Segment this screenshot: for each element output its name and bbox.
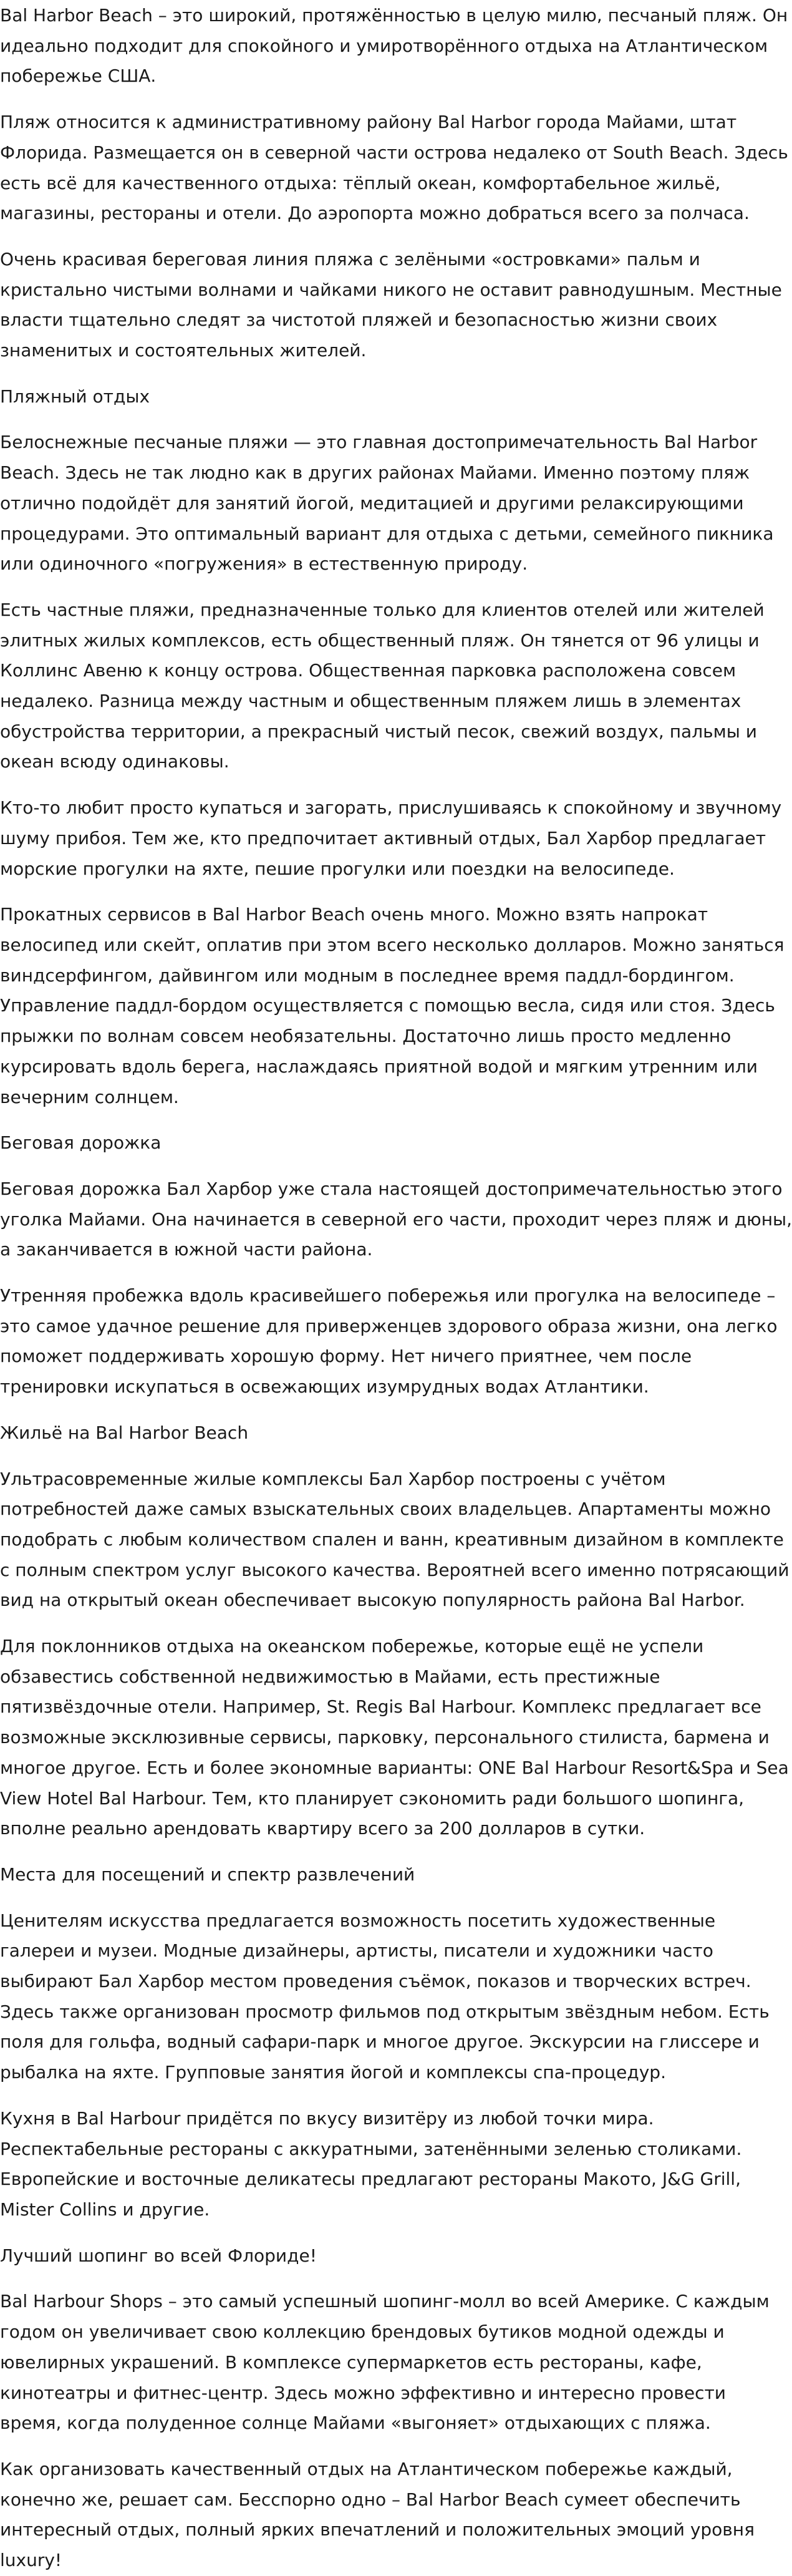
section-heading-places: Места для посещений и спектр развлечений: [0, 1864, 415, 1885]
section-heading-shopping: Лучший шопинг во всей Флориде!: [0, 2245, 317, 2266]
beach-paragraph-3: Кто-то любит просто купаться и загорать, прислушиваясь к спокойному и звучному шуму прибоя. Тем же, кто предпочитает активный отдых, Бал Харбор предлагает морские прогулки на яхте, пешие прогулки или поездки на велосипеде.: [0, 797, 782, 879]
section-heading-track: Беговая дорожка: [0, 1132, 162, 1154]
location-paragraph: Пляж относится к административному району Bal Harbor города Майами, штат Флорида. Размещается он в северной части острова недалеко от South Beach. Здесь есть всё для качественного отдыха: тёплый океан, комфортабельное жильё, магазины, рестораны и отели. До аэропорта можно добраться всего за полчаса.: [0, 112, 788, 224]
article-body: [0, 1, 792, 2576]
track-paragraph-2: Утренняя пробежка вдоль красивейшего побережья или прогулка на велосипеде – это самое удачное решение для приверженцев здорового образа жизни, она легко поможет поддерживать хорошую форму. Нет ничего приятнее, чем после тренировки искупаться в освежающих изумрудных водах Атлантики.: [0, 1285, 778, 1397]
closing-paragraph: Как организовать качественный отдых на Атлантическом побережье каждый, конечно же, решает сам. Бесспорно одно – Bal Harbor Beach сумеет обеспечить интересный отдых, полный ярких впечатлений и положительных эмоций уровня luxury!: [0, 2458, 755, 2571]
shopping-paragraph: Bal Harbour Shops – это самый успешный шопинг-молл во всей Америке. С каждым годом он увеличивает свою коллекцию брендовых бутиков модной одежды и ювелирных украшений. В комплексе супермаркетов есть рестораны, кафе, кинотеатры и фитнес-центр. Здесь можно эффективно и интересно провести время, когда полуденное солнце Майами «выгоняет» отдыхающих с пляжа.: [0, 2291, 770, 2434]
coastline-paragraph: Очень красивая береговая линия пляжа с зелёными «островками» пальм и кристально чистыми волнами и чайками никого не оставит равнодушным. Местные власти тщательно следят за чистотой пляжей и безопасностью жизни своих знаменитых и состоятельных жителей.: [0, 248, 782, 361]
beach-paragraph-2: Есть частные пляжи, предназначенные только для клиентов отелей или жителей элитных жилых комплексов, есть общественный пляж. Он тянется от 96 улицы и Коллинс Авеню к концу острова. Общественная парковка расположена совсем недалеко. Разница между частным и общественным пляжем лишь в элементах обустройства территории, а прекрасный чистый песок, свежий воздух, пальмы и океан всюду одинаковы.: [0, 599, 765, 772]
track-paragraph-1: Беговая дорожка Бал Харбор уже стала настоящей достопримечательностью этого уголка Майами. Она начинается в северной его части, проходит через пляж и дюны, а заканчивается в южной части района.: [0, 1178, 792, 1260]
intro-paragraph: Bal Harbor Beach – это широкий, протяжённостью в целую милю, песчаный пляж. Он идеально подходит для спокойного и умиротворённого отдыха на Атлантическом побережье США.: [0, 5, 788, 87]
places-paragraph-1: Ценителям искусства предлагается возможность посетить художественные галереи и музеи. Модные дизайнеры, артисты, писатели и художники часто выбирают Бал Харбор местом проведения съёмок, показов и творческих встреч. Здесь также организован просмотр фильмов под открытым звёздным небом. Есть поля для гольфа, водный сафари-парк и многое другое. Экскурсии на глиссере и рыбалка на яхте. Групповые занятия йогой и комплексы спа-процедур.: [0, 1910, 770, 2083]
beach-paragraph-4: Прокатных сервисов в Bal Harbor Beach очень много. Можно взять напрокат велосипед или скейт, оплатив при этом всего несколько долларов. Можно заняться виндсерфингом, дайвингом или модным в последнее время паддл-бордингом. Управление паддл-бордом осуществляется с помощью весла, сидя или стоя. Здесь прыжки по волнам совсем необязательны. Достаточно лишь просто медленно курсировать вдоль берега, наслаждаясь приятной водой и мягким утренним или вечерним солнцем.: [0, 904, 785, 1107]
places-paragraph-2: Кухня в Bal Harbour придётся по вкусу визитёру из любой точки мира. Респектабельные рестораны с аккуратными, затенёнными зеленью столиками. Европейские и восточные деликатесы предлагают рестораны Макото, J&G Grill, Mister Collins и другие.: [0, 2107, 742, 2220]
section-heading-beach: Пляжный отдых: [0, 386, 150, 407]
section-heading-housing: Жильё на Bal Harbor Beach: [0, 1422, 249, 1443]
beach-paragraph-1: Белоснежные песчаные пляжи — это главная достопримечательность Bal Harbor Beach. Здесь не так людно как в других районах Майами. Именно поэтому пляж отлично подойдёт для занятий йогой, медитацией и другими релаксирующими процедурами. Это оптимальный вариант для отдыха с детьми, семейного пикника или одиночного «погружения» в естественную природу.: [0, 432, 774, 575]
housing-paragraph-1: Ультрасовременные жилые комплексы Бал Харбор построены с учётом потребностей даже самых взыскательных своих владельцев. Апартаменты можно подобрать с любым количеством спален и ванн, креативным дизайном в комплекте с полным спектром услуг высокого качества. Вероятней всего именно потрясающий вид на открытый океан обеспечивает высокую популярность района Bal Harbor.: [0, 1468, 790, 1611]
housing-paragraph-2: Для поклонников отдыха на океанском побережье, которые ещё не успели обзавестись собственной недвижимостью в Майами, есть престижные пятизвёздочные отели. Например, St. Regis Bal Harbour. Комплекс предлагает все возможные эксклюзивные сервисы, парковку, персонального стилиста, бармена и многое другое. Есть и более экономные варианты: ONE Bal Harbour Resort&Spa и Sea View Hotel Bal Harbour. Тем, кто планирует сэкономить ради большого шопинга, вполне реально арендовать квартиру всего за 200 долларов в сутки.: [0, 1636, 789, 1839]
